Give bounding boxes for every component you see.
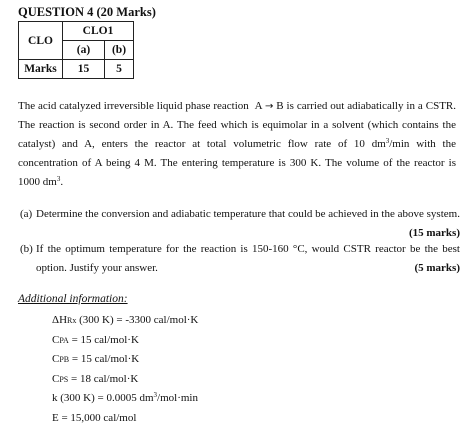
part-a-text: Determine the conversion and adiabatic temperature that could be achieved in the above system. (36, 208, 460, 220)
info-item-cpb (52, 350, 198, 370)
dh-value: (300 K) = -3300 cal/mol·K (76, 314, 199, 326)
cpb-symbol: C (52, 353, 60, 365)
part-a-header-cell: (a) (63, 41, 105, 60)
part-a-label: (a) (20, 208, 33, 220)
info-item-cps (52, 370, 198, 390)
clo-table (18, 21, 134, 79)
dh-subscript: Rx (67, 316, 77, 325)
marks-row (19, 60, 134, 79)
cpb-subscript: PB (59, 355, 70, 364)
info-item-cpa (52, 331, 198, 351)
cps-value: = 18 cal/mol·K (68, 372, 139, 385)
sentence-3-end: . (60, 176, 64, 188)
additional-info-title: Additional information: (18, 293, 128, 305)
part-b-header-cell: (b) (105, 41, 134, 60)
superscript: 3 (56, 175, 61, 183)
cpa-subscript: PA (59, 335, 69, 345)
sentence-1: The acid catalyzed irreversible liquid phase reaction (18, 100, 249, 112)
clo-header-cell: CLO (19, 22, 63, 60)
marks-b-cell: 5 (105, 60, 134, 79)
cps-subscript: PS (59, 374, 69, 384)
additional-info-list (52, 311, 198, 428)
part-b-text: If the optimum temperature for the reaction is 150-160 °C, would CSTR reactor be the best option. Justify your answer. (36, 243, 460, 274)
marks-label-cell: Marks (19, 60, 63, 79)
k-superscript: 3 (153, 391, 158, 399)
info-item-dh (52, 311, 198, 331)
marks-a-cell: 15 (63, 60, 105, 79)
dh-symbol: ΔH (52, 314, 68, 326)
k-units: /mol·min (157, 392, 198, 404)
question-heading: QUESTION 4 (20 Marks) (18, 5, 156, 19)
problem-text (18, 97, 456, 192)
reactant-a: A (254, 100, 263, 112)
part-a (20, 205, 460, 243)
info-item-k (52, 389, 198, 409)
cpb-value: = 15 cal/mol·K (69, 353, 140, 365)
sentence-2: The reaction is second order in A. The feed which is equimolar in a solvent (which contains the catalyst) and A, enters the reactor at total volumetric flow rate of 10 dm (18, 119, 456, 150)
problem-statement (18, 97, 456, 192)
clo-header-row (19, 22, 134, 41)
part-a-marks: (15 marks) (408, 227, 460, 239)
cps-symbol: C (52, 372, 60, 385)
info-item-e: E = 15,000 cal/mol (52, 411, 137, 424)
sentence-2-end: /min with the concentration of A being 4 M. The entering temperature is 300 K. The volume of the reactor is 1000 dm (18, 138, 456, 188)
part-b (20, 240, 460, 278)
part-b-label: (b) (20, 243, 33, 255)
reactant-b-text: B is carried out adiabatically in a CSTR. (276, 100, 456, 112)
reaction-arrow-icon: → (264, 101, 274, 112)
clo1-header-cell: CLO1 (63, 22, 134, 41)
k-value: k (300 K) = 0.0005 dm (52, 392, 154, 404)
superscript: 3 (385, 137, 390, 145)
cpa-symbol: C (52, 333, 60, 346)
part-b-marks: (5 marks) (414, 262, 460, 274)
cpa-value: = 15 cal/mol·K (68, 333, 139, 346)
